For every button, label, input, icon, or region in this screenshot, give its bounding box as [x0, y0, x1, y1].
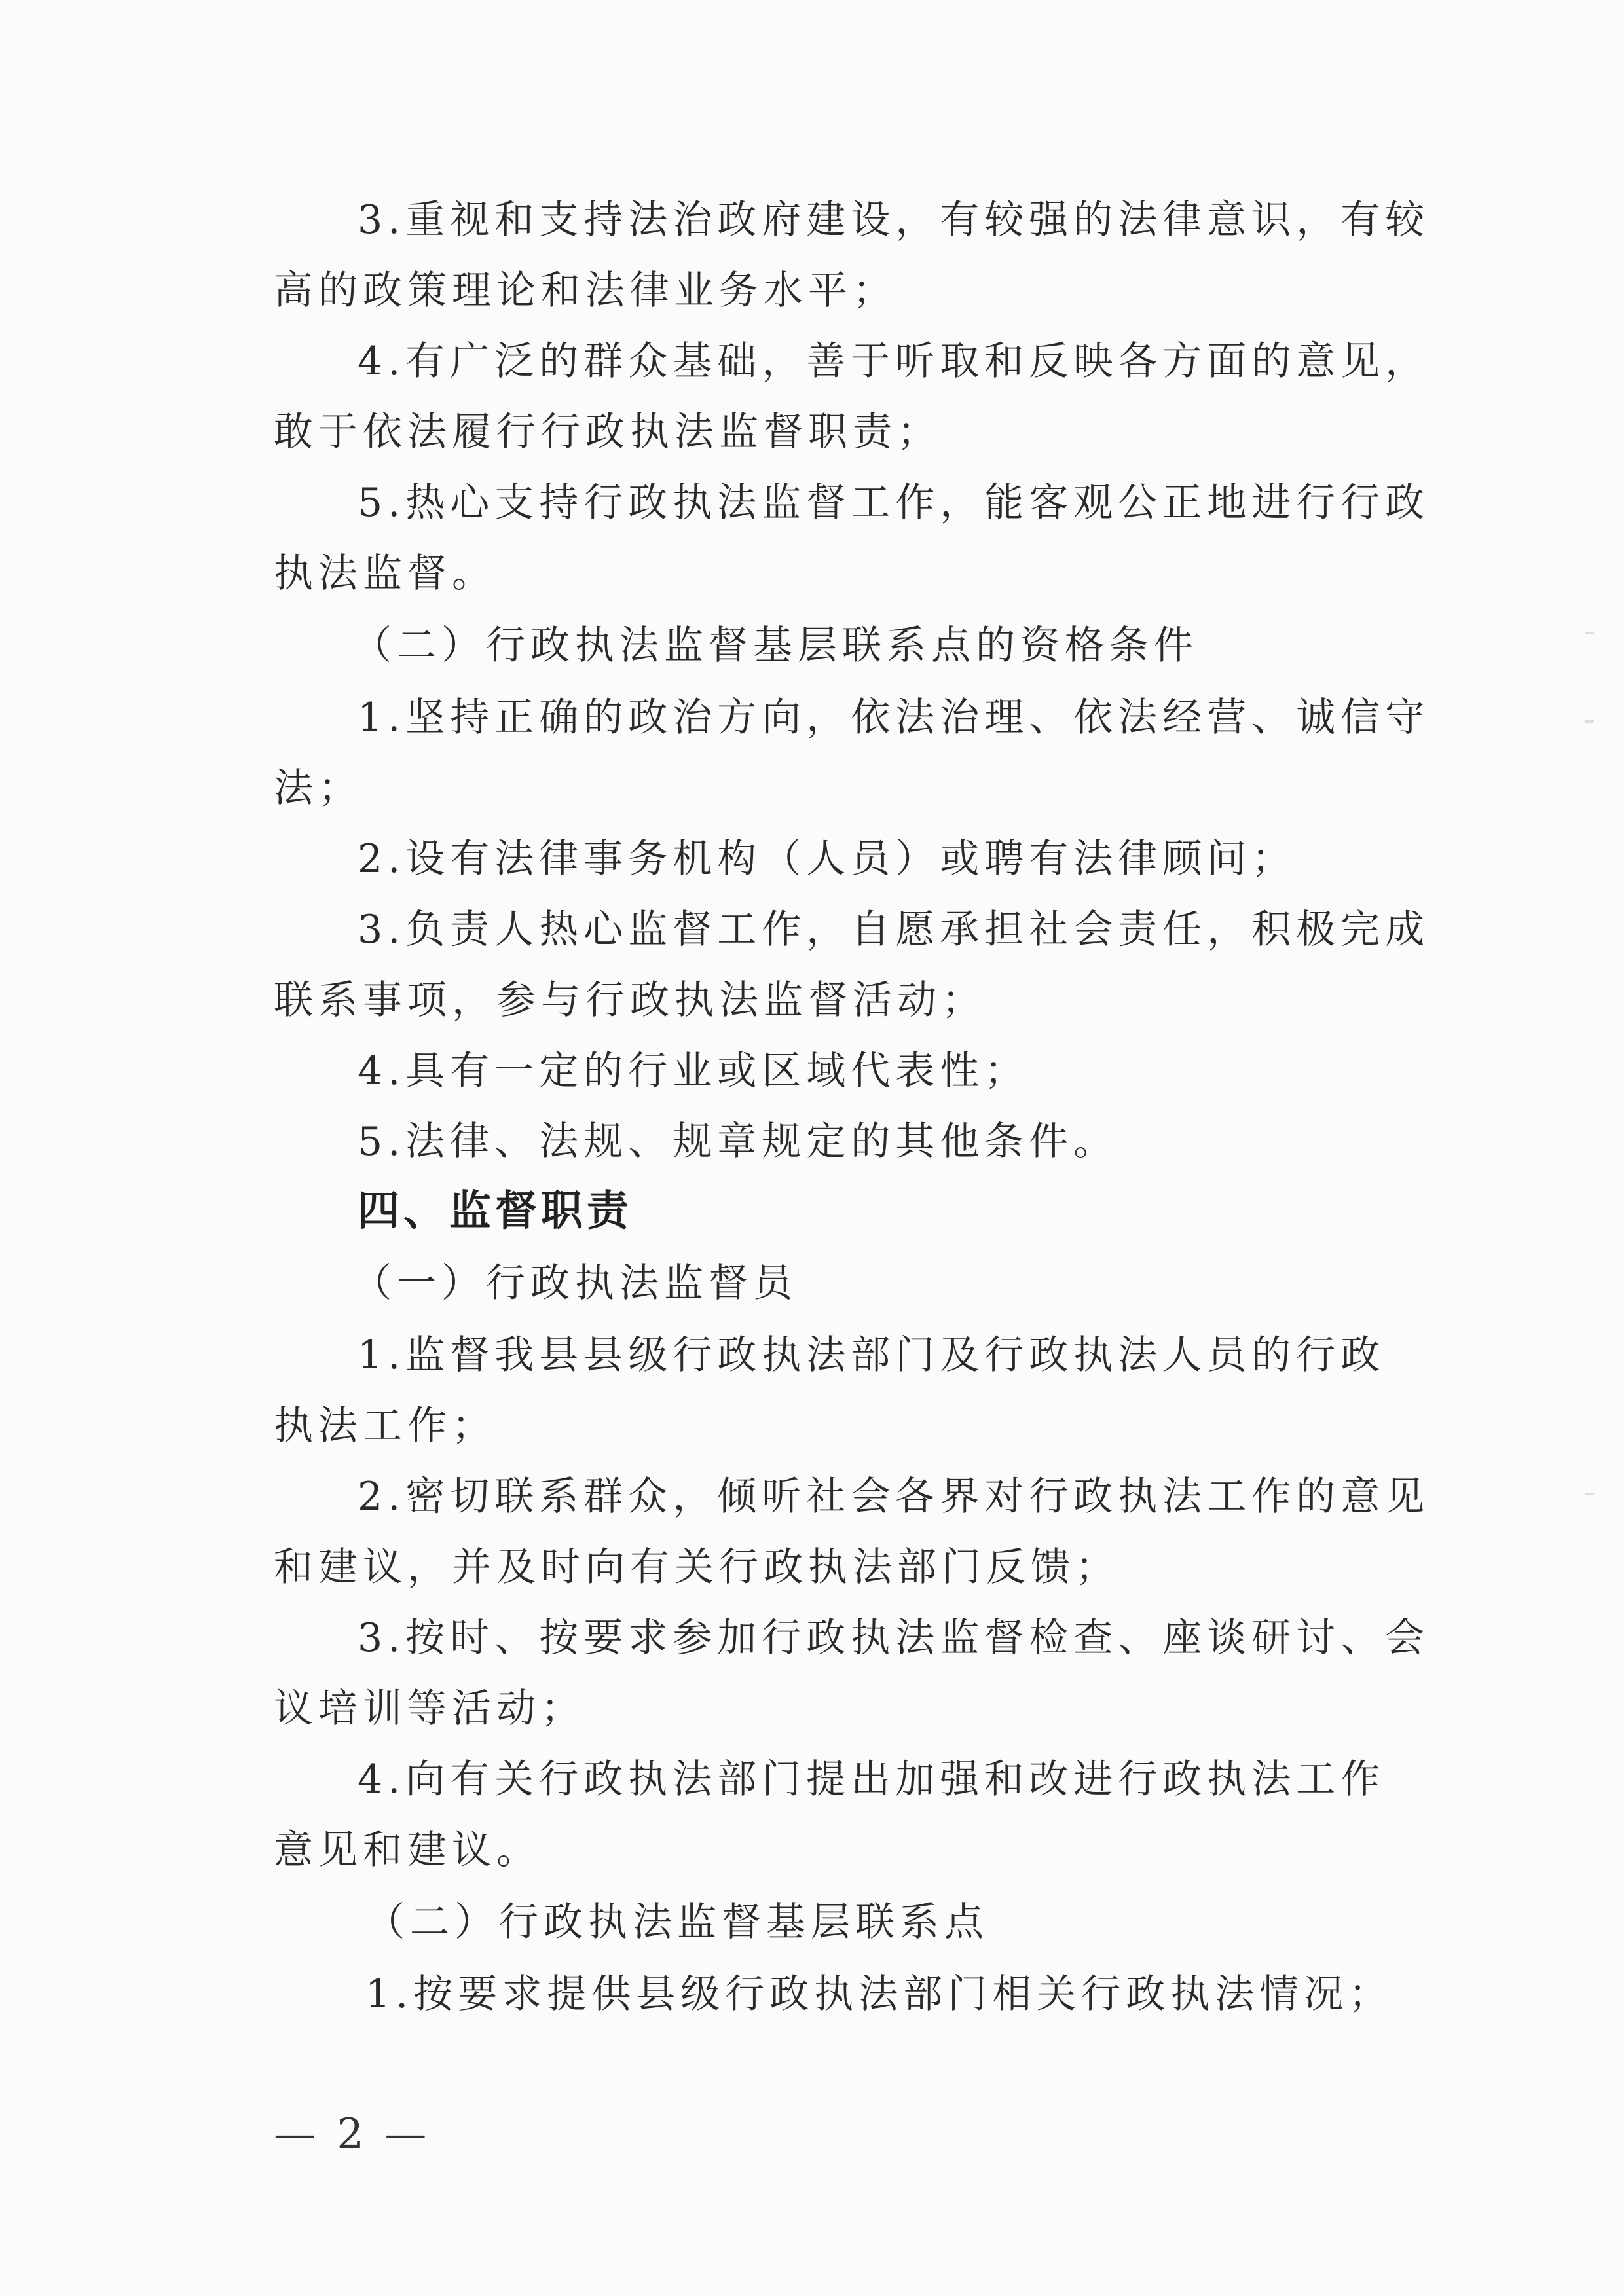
- paragraph-line: 3.负责人热心监督工作，自愿承担社会责任，积极完成: [358, 907, 1430, 953]
- paragraph-line: 5.法律、法规、规章规定的其他条件。: [358, 1119, 1118, 1165]
- paragraph-line: 执法工作；: [274, 1403, 496, 1449]
- subsection-heading: （二）行政执法监督基层联系点的资格条件: [352, 623, 1198, 668]
- paragraph-line: 5.热心支持行政执法监督工作，能客观公正地进行行政: [358, 480, 1430, 526]
- paragraph-line: 1.监督我县县级行政执法部门及行政执法人员的行政: [358, 1332, 1386, 1378]
- paragraph-line: 2.设有法律事务机构（人员）或聘有法律顾问；: [358, 836, 1297, 882]
- paragraph-line: 3.按时、按要求参加行政执法监督检查、座谈研讨、会: [358, 1615, 1430, 1661]
- scan-speck: [1585, 1493, 1594, 1495]
- paragraph-line: 议培训等活动；: [274, 1686, 585, 1732]
- paragraph-line: 敢于依法履行行政执法监督职责；: [274, 409, 942, 455]
- paragraph-line: 4.向有关行政执法部门提出加强和改进行政执法工作: [358, 1757, 1386, 1802]
- paragraph-line: 高的政策理论和法律业务水平；: [274, 268, 897, 314]
- paragraph-line: 3.重视和支持法治政府建设，有较强的法律意识，有较: [358, 197, 1430, 243]
- subsection-heading: （二）行政执法监督基层联系点: [365, 1899, 989, 1945]
- paragraph-line: 和建议，并及时向有关行政执法部门反馈；: [274, 1544, 1120, 1590]
- page-number: — 2 —: [274, 2110, 431, 2159]
- paragraph-line: 执法监督。: [274, 551, 496, 596]
- section-heading: 四、监督职责: [358, 1187, 633, 1235]
- paragraph-line: 2.密切联系群众，倾听社会各界对行政执法工作的意见: [358, 1474, 1430, 1520]
- subsection-heading: （一）行政执法监督员: [352, 1260, 798, 1306]
- paragraph-line: 法；: [274, 765, 363, 811]
- scan-speck: [1585, 720, 1594, 723]
- paragraph-line: 4.具有一定的行业或区域代表性；: [358, 1048, 1029, 1094]
- paragraph-line: 意见和建议。: [274, 1827, 541, 1873]
- paragraph-line: 1.按要求提供县级行政执法部门相关行政执法情况；: [365, 1971, 1393, 2017]
- paragraph-line: 1.坚持正确的政治方向，依法治理、依法经营、诚信守: [358, 695, 1430, 740]
- paragraph-line: 联系事项，参与行政执法监督活动；: [274, 977, 986, 1023]
- scan-speck: [1585, 632, 1594, 634]
- paragraph-line: 4.有广泛的群众基础，善于听取和反映各方面的意见，: [358, 338, 1430, 384]
